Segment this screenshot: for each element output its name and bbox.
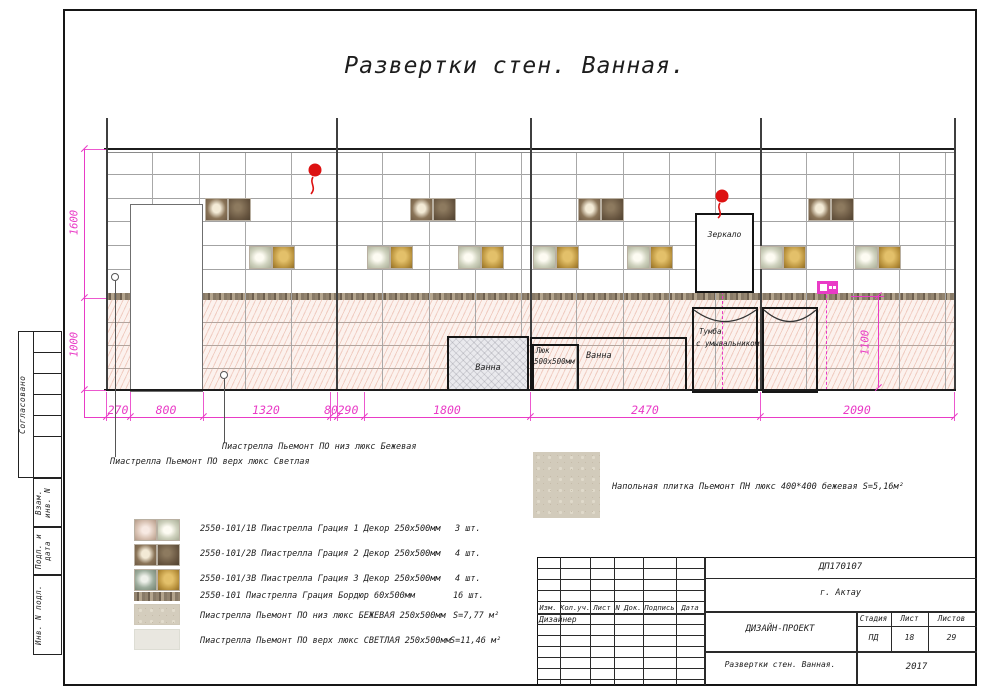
dimension-line-socket xyxy=(878,296,879,388)
decor-tile xyxy=(760,246,783,269)
titleblock-hline xyxy=(537,646,704,647)
legend-item-desc: Пиастрелла Пьемонт ПО верх люкс СВЕТЛАЯ 250х500мм xyxy=(200,636,451,646)
legend-item-desc: Пиастрелла Пьемонт ПО низ люкс БЕЖЕВАЯ 250х500мм xyxy=(200,611,446,621)
decor-tile xyxy=(556,246,579,269)
decor-tile xyxy=(578,198,601,221)
decor-tile xyxy=(533,246,556,269)
tile-decor-swatch xyxy=(157,569,180,591)
decor-tile-pair xyxy=(458,246,504,273)
legend-item-desc: 2550-101/1В Пиастрелла Грация 1 Декор 250х500мм xyxy=(200,524,441,534)
stamp-row-line xyxy=(33,415,62,416)
callout-marker xyxy=(220,371,228,379)
tile-joint-line xyxy=(853,152,854,390)
socket-symbol-square xyxy=(820,284,827,291)
callout-leader-line xyxy=(224,379,225,443)
decor-tile-pair xyxy=(410,198,456,225)
decor-tile-pair xyxy=(367,246,413,273)
legend-swatch-light xyxy=(134,629,180,650)
decor-tile xyxy=(831,198,854,221)
socket-centerline xyxy=(826,295,827,390)
legend-item-desc: 2550-101 Пиастрелла Грация Бордюр 60х500мм xyxy=(200,591,415,601)
stamp-row-line xyxy=(33,394,62,395)
decor-tile xyxy=(783,246,806,269)
titleblock-vline xyxy=(643,557,644,685)
legend-item-qty: 4 шт. xyxy=(455,549,481,559)
decor-tile xyxy=(481,246,504,269)
titleblock-hline xyxy=(537,601,704,602)
titleblock-hline xyxy=(537,590,704,591)
decor-tile xyxy=(855,246,878,269)
col-header-podpis: Подпись xyxy=(644,603,675,612)
stamp-box-vzam-inv xyxy=(33,478,62,527)
col-header-list: Лист xyxy=(593,603,611,612)
decor-tile xyxy=(650,246,673,269)
wall-corner-line xyxy=(336,118,338,390)
tile-joint-line xyxy=(945,152,946,390)
callout-lower-tile-text: Пиастрелла Пьемонт ПО низ люкс Бежевая xyxy=(222,442,417,452)
legend-item-qty: S=11,46 м² xyxy=(450,636,502,646)
dimension-label-1100: 1100 xyxy=(859,329,872,356)
dimension-line-bottom xyxy=(84,417,954,418)
wall-corner-line xyxy=(954,118,956,390)
decor-tile-pair xyxy=(808,198,854,225)
decor-tile xyxy=(808,198,831,221)
titleblock-hline xyxy=(537,657,704,658)
col-header-data: Дата xyxy=(681,603,699,612)
decor-tile xyxy=(228,198,251,221)
approved-label: Согласовано xyxy=(18,375,27,434)
door-opening xyxy=(130,204,203,392)
dimension-label: 1320 xyxy=(252,403,280,417)
legend-item-desc: 2550-101/2В Пиастрелла Грация 2 Декор 250х500мм xyxy=(200,549,441,559)
decor-tile xyxy=(878,246,901,269)
decor-tile xyxy=(390,246,413,269)
tile-joint-line xyxy=(245,152,246,390)
sheets-total: 29 xyxy=(946,633,957,642)
dimension-label: 800 xyxy=(155,403,177,417)
legend-item-qty: 16 шт. xyxy=(453,591,484,601)
titleblock-vline xyxy=(676,557,677,685)
decor-tile xyxy=(367,246,390,269)
decor-tile-pair xyxy=(205,198,251,225)
floor-tile-note: Напольная плитка Пьемонт ПН люкс 400*400 бежевая S=5,16м² xyxy=(612,482,904,492)
decor-tile-pair xyxy=(533,246,579,273)
dimension-extension-line xyxy=(84,298,106,299)
titleblock-hline xyxy=(537,579,704,580)
vanity-label-line1: Тумба xyxy=(699,327,722,336)
vanity-door-arc xyxy=(762,309,818,335)
stage-value: ПД xyxy=(868,633,879,642)
floor-line xyxy=(104,389,956,391)
city-label: г. Актау xyxy=(820,588,861,598)
red-marker-icon xyxy=(300,162,326,200)
access-hatch-label-line2: 500х500мм xyxy=(534,357,575,366)
page-title: Развертки стен. Ванная. xyxy=(344,53,686,79)
stamp-row-line xyxy=(33,436,62,437)
stamp-row-line xyxy=(33,373,62,374)
tile-decor-swatch xyxy=(134,544,157,566)
wall-corner-line xyxy=(106,118,108,390)
dimension-line-left xyxy=(84,149,85,417)
sheet-number: 18 xyxy=(904,633,915,642)
titleblock-vline xyxy=(590,557,591,685)
socket-symbol-dot xyxy=(833,286,836,289)
stamp-box-inv-podl xyxy=(33,575,62,655)
floor-tile-sample xyxy=(533,452,600,518)
dimension-label: 1600 xyxy=(68,209,81,236)
vanity-label-line2: с умывальником xyxy=(696,339,760,348)
tile-decor-swatch xyxy=(134,519,157,541)
dimension-label: 1000 xyxy=(68,331,81,358)
callout-upper-tile-text: Пиастрелла Пьемонт ПО верх люкс Светлая xyxy=(110,457,310,467)
col-header-izm: Изм. xyxy=(539,603,557,612)
titleblock-hline xyxy=(537,679,704,680)
titleblock-hline xyxy=(537,668,704,669)
decor-tile xyxy=(410,198,433,221)
year-value: 2017 xyxy=(905,662,928,672)
stamp-label: Подп. и дата xyxy=(34,533,52,569)
stage-label: Стадия xyxy=(859,614,888,623)
decor-tile-pair xyxy=(627,246,673,273)
titleblock-hline xyxy=(856,626,977,627)
decor-tile xyxy=(249,246,272,269)
titleblock-hline xyxy=(537,568,704,569)
tile-joint-line xyxy=(429,152,430,390)
decor-tile-pair xyxy=(760,246,806,273)
mirror-label: Зеркало xyxy=(707,230,742,239)
decor-tile xyxy=(627,246,650,269)
legend-swatch-beige xyxy=(134,604,180,625)
dimension-label: 290 xyxy=(337,403,359,417)
titleblock-vline xyxy=(614,557,615,685)
drawing-title: Развертки стен. Ванная. xyxy=(724,660,836,669)
decor-tile-pair xyxy=(578,198,624,225)
dimension-label: 2470 xyxy=(631,403,659,417)
socket-symbol-dot xyxy=(829,286,832,289)
dimension-extension-line xyxy=(84,149,106,150)
decor-tile-pair xyxy=(249,246,295,273)
dimension-extension-line xyxy=(851,296,884,297)
titleblock-hline xyxy=(704,611,977,613)
socket-symbol xyxy=(817,281,838,294)
decor-tile xyxy=(601,198,624,221)
bath-right-label: Ванна xyxy=(586,351,612,361)
red-marker-icon xyxy=(707,188,733,226)
stamp-row-line xyxy=(33,352,62,353)
legend-item-desc: 2550-101/3В Пиастрелла Грация 3 Декор 250х500мм xyxy=(200,574,441,584)
legend-item-qty: 3 шт. xyxy=(455,524,481,534)
legend-item-qty: S=7,77 м² xyxy=(453,611,500,621)
stamp-label: Взам. инв. N xyxy=(34,487,52,518)
tile-decor-swatch xyxy=(157,519,180,541)
tile-decor-swatch xyxy=(134,569,157,591)
project-type: ДИЗАЙН-ПРОЕКТ xyxy=(745,624,815,634)
dimension-extension-line xyxy=(84,390,106,391)
decor-tile-pair xyxy=(855,246,901,273)
tile-decor-swatch xyxy=(157,544,180,566)
legend-swatch-decor1 xyxy=(134,519,180,541)
callout-marker xyxy=(111,273,119,281)
titleblock-hline xyxy=(537,635,704,636)
dimension-label: 2090 xyxy=(843,403,871,417)
legend-item-qty: 4 шт. xyxy=(455,574,481,584)
col-header-koluch: Кол.уч. xyxy=(560,603,591,612)
decor-tile xyxy=(433,198,456,221)
col-header-ndok: N Док. xyxy=(615,603,642,612)
titleblock-hline xyxy=(704,578,977,579)
titleblock-hline xyxy=(704,651,977,653)
designer-label: Дизайнер xyxy=(539,615,577,624)
stamp-label: Инв. N подл. xyxy=(34,584,43,646)
stamp-box-podp-data xyxy=(33,527,62,575)
titleblock-hline xyxy=(537,624,704,625)
dimension-label: 80 xyxy=(324,403,338,417)
legend-swatch-decor3 xyxy=(134,569,180,591)
bath-left-label: Ванна xyxy=(475,363,501,373)
dimension-label: 1800 xyxy=(433,403,461,417)
dimension-label: 270 xyxy=(107,403,129,417)
decor-tile xyxy=(272,246,295,269)
sheets-label: Листов xyxy=(937,614,966,623)
legend-swatch-border xyxy=(134,592,180,601)
legend-swatch-decor2 xyxy=(134,544,180,566)
decor-tile xyxy=(458,246,481,269)
sheet-label: Лист xyxy=(900,614,919,623)
doc-code: ДП170107 xyxy=(818,562,863,572)
callout-leader-line xyxy=(115,281,116,457)
access-hatch-label-line1: Люк xyxy=(536,346,550,355)
decor-tile xyxy=(205,198,228,221)
